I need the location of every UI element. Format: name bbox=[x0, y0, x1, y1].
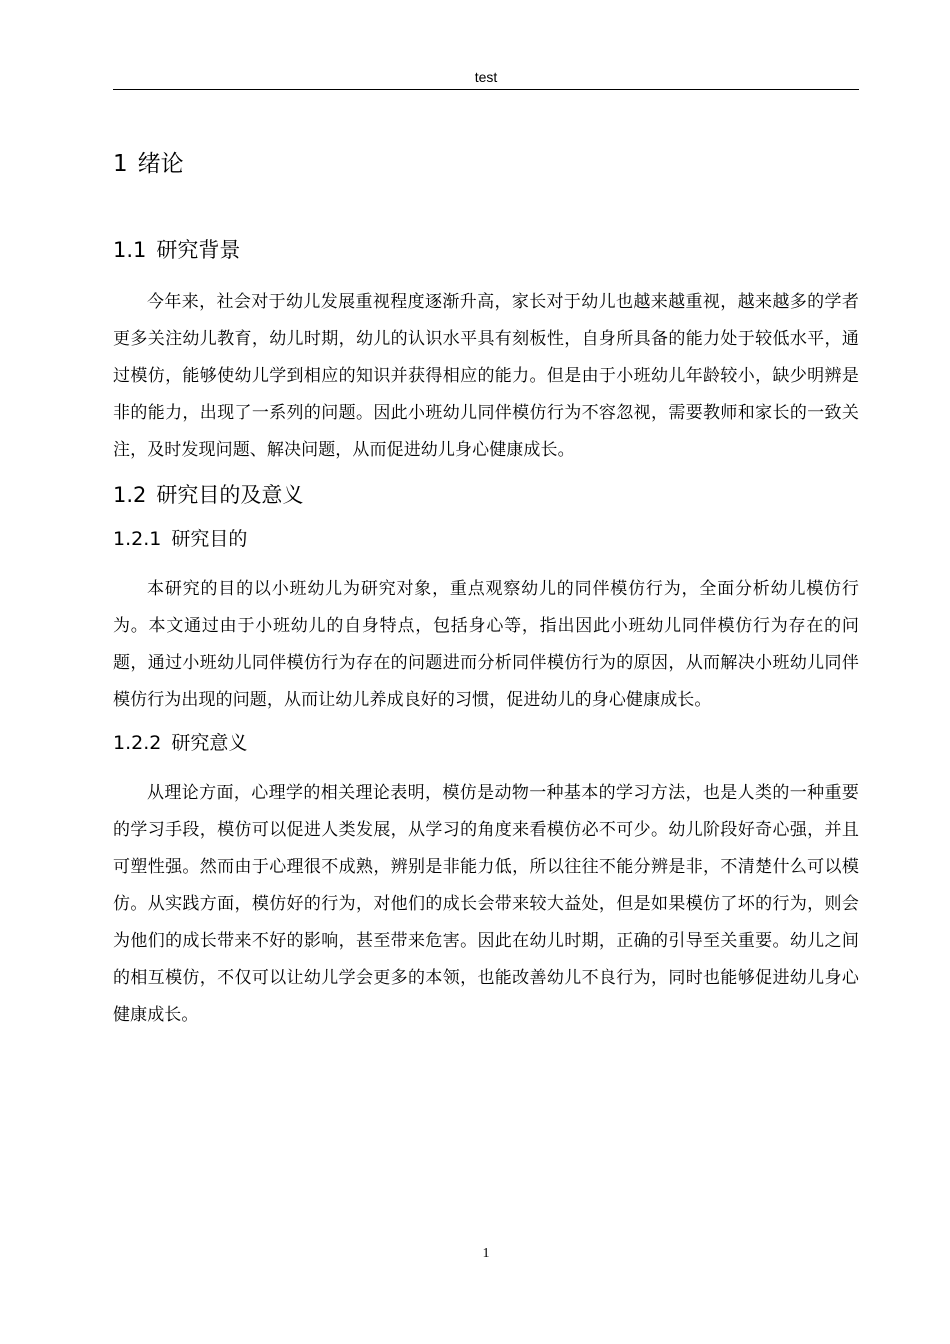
section-heading-1-1 bbox=[113, 230, 859, 270]
subsection-number: 1.2.1 bbox=[113, 528, 162, 550]
subsection-number: 1.2.2 bbox=[113, 732, 162, 754]
header-rule bbox=[113, 89, 859, 90]
subsection-paragraph-1-2-1: 本研究的目的以小班幼儿为研究对象，重点观察幼儿的同伴模仿行为，全面分析幼儿模仿行为。本文通过由于小班幼儿的自身特点，包括身心等，指出因此小班幼儿同伴模仿行为存在的问题，通过小班幼儿同伴模仿行为存在的问题进而分析同伴模仿行为的原因，从而解决小班幼儿同伴模仿行为出现的问题，从而让幼儿养成良好的习惯，促进幼儿的身心健康成长。 bbox=[113, 579, 859, 710]
section-heading-1-2 bbox=[113, 475, 859, 515]
section-number: 1.2 bbox=[113, 483, 147, 507]
subsection-title: 研究目的 bbox=[171, 528, 248, 550]
section-title: 研究目的及意义 bbox=[156, 483, 304, 507]
page-header: test bbox=[474, 69, 498, 85]
chapter-title: 绪论 bbox=[137, 151, 184, 177]
chapter-heading bbox=[113, 140, 859, 188]
page-number: 1 bbox=[482, 1246, 490, 1261]
subsection-heading-1-2-2 bbox=[113, 725, 859, 761]
section-paragraph-1-1: 今年来，社会对于幼儿发展重视程度逐渐升高，家长对于幼儿也越来越重视，越来越多的学者更多关注幼儿教育，幼儿时期，幼儿的认识水平具有刻板性，自身所具备的能力处于较低水平，通过模仿，能够使幼儿学到相应的知识并获得相应的能力。但是由于小班幼儿年龄较小，缺少明辨是非的能力，出现了一系列的问题。因此小班幼儿同伴模仿行为不容忽视，需要教师和家长的一致关注，及时发现问题、解决问题，从而促进幼儿身心健康成长。 bbox=[113, 292, 859, 460]
chapter-number: 1 bbox=[113, 151, 128, 177]
section-title: 研究背景 bbox=[156, 238, 241, 262]
section-number: 1.1 bbox=[113, 238, 147, 262]
subsection-paragraph-1-2-2: 从理论方面，心理学的相关理论表明，模仿是动物一种基本的学习方法，也是人类的一种重要的学习手段，模仿可以促进人类发展，从学习的角度来看模仿必不可少。幼儿阶段好奇心强，并且可塑性强。然而由于心理很不成熟，辨别是非能力低，所以往往不能分辨是非，不清楚什么可以模仿。从实践方面，模仿好的行为，对他们的成长会带来较大益处，但是如果模仿了坏的行为，则会为他们的成长带来不好的影响，甚至带来危害。因此在幼儿时期，正确的引导至关重要。幼儿之间的相互模仿，不仅可以让幼儿学会更多的本领，也能改善幼儿不良行为，同时也能够促进幼儿身心健康成长。 bbox=[113, 783, 859, 1025]
page-content bbox=[113, 140, 859, 1034]
subsection-heading-1-2-1 bbox=[113, 521, 859, 557]
subsection-title: 研究意义 bbox=[171, 732, 248, 754]
